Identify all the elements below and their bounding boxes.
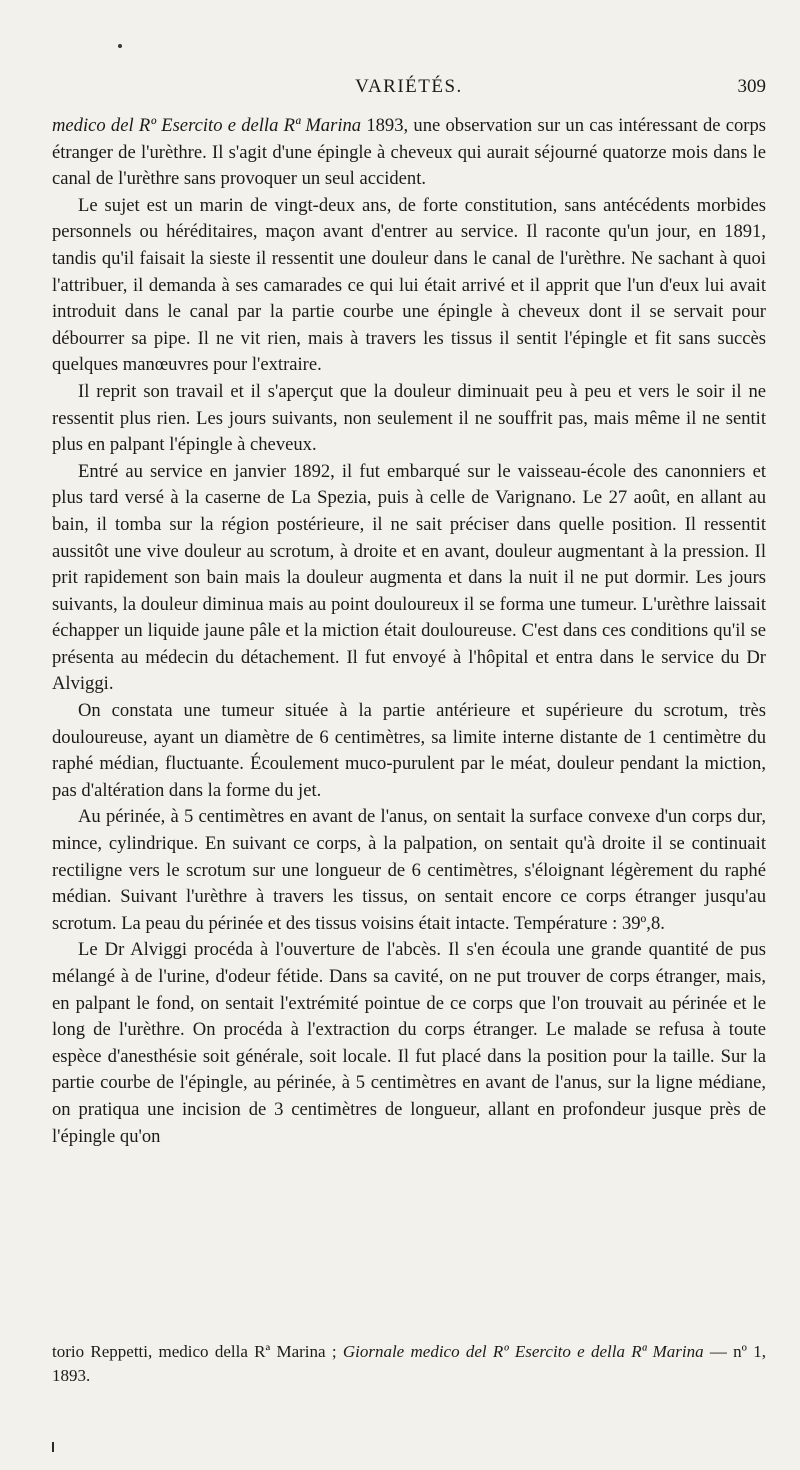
- scan-edge-mark: [52, 1442, 54, 1452]
- running-title: VARIÉTÉS.: [355, 76, 463, 97]
- paragraph-7: Le Dr Alviggi procéda à l'ouverture de l'abcès. Il s'en écoula une grande quantité de pus mélangé à de l'urine, d'odeur fétide. Dans sa cavité, on ne put trouver de corps étranger, mais, en palpant le fond, on sentait l'extrémité pointue de ce corps que l'on trouvait au périnée et le long de l'urèthre. On procéda à l'extraction du corps étranger. Le malade se refusa à toute espèce d'anesthésie soit générale, soit locale. Il fut placé dans la position pour la taille. Sur la partie courbe de l'épingle, au périnée, à 5 centimètres en avant de l'anus, sur la ligne médiane, on pratiqua une incision de 3 centimètres de longueur, allant en profondeur jusque près de l'épingle qu'on: [52, 939, 766, 1147]
- journal-reference: medico del Rº Esercito e della Rª Marina: [52, 115, 362, 136]
- page-number: 309: [737, 76, 766, 97]
- paragraph-3: Il reprit son travail et il s'aperçut que la douleur diminuait peu à peu et vers le soir il ne ressentit plus rien. Les jours suivants, non seulement il ne souffrit pas, mais même il ne sentit plus en palpant l'épingle à cheveux.: [52, 380, 766, 456]
- footnote-text-end: — nº 1, 1893.: [52, 1342, 766, 1385]
- body-text: [52, 113, 766, 1150]
- page-header: [52, 76, 766, 102]
- paragraph-6: Au périnée, à 5 centimètres en avant de l'anus, on sentait la surface convexe d'un corps dur, mince, cylindrique. En suivant ce corps, à la palpation, on sentait qu'à droite il se continuait rectiligne vers le scrotum sur une longueur de 6 centimètres, s'éloignant légèrement du raphé médian. Suivant l'urèthre à travers les tissus, on sentait encore ce corps étranger jusqu'au scrotum. La peau du périnée et des tissus voisins était intacte. Température : 39º,8.: [52, 806, 766, 934]
- footnote: [52, 1340, 766, 1388]
- paragraph-1: [52, 113, 766, 193]
- footnote-journal: Giornale medico del Rº Esercito e della Rª Marina: [342, 1342, 704, 1361]
- paragraph-1-text: 1893, une observation sur un cas intéressant de corps étranger de l'urèthre. Il s'agit d'une épingle à cheveux qui aurait séjourné quatorze mois dans le canal de l'urèthre sans provoquer un seul accident.: [52, 115, 766, 190]
- paragraph-4: Entré au service en janvier 1892, il fut embarqué sur le vaisseau-école des canonniers et plus tard versé à la caserne de La Spezia, puis à celle de Varignano. Le 27 août, en allant au bain, il tomba sur la région postérieure, il ne sait préciser dans quelle position. Il ressentit aussitôt une vive douleur au scrotum, à droite et en avant, douleur augmentant à la pression. Il prit rapidement son bain mais la douleur augmenta et dans la nuit il ne put dormir. Les jours suivants, la douleur diminua mais au point douloureux il se forma une tumeur. L'urèthre laissait échapper un liquide jaune pâle et la miction était douloureuse. C'est dans ces conditions qu'il se présenta au médecin du détachement. Il fut envoyé à l'hôpital et entra dans le service du Dr Alviggi.: [52, 460, 766, 695]
- paragraph-5: On constata une tumeur située à la partie antérieure et supérieure du scrotum, très douloureuse, ayant un diamètre de 6 centimètres, sa limite interne distante de 1 centimètre du raphé médian, fluctuante. Écoulement muco-purulent par le méat, douleur pendant la miction, pas d'altération dans la forme du jet.: [52, 700, 766, 801]
- scan-speck: [118, 44, 122, 48]
- footnote-text-start: torio Reppetti, medico della Rª Marina ;: [52, 1342, 343, 1361]
- paragraph-2: Le sujet est un marin de vingt-deux ans, de forte constitution, sans antécédents morbides personnels ou héréditaires, maçon avant d'entrer au service. Il raconte qu'un jour, en 1891, tandis qu'il faisait la sieste il ressentit une douleur dans le canal de l'urèthre. Ne sachant à quoi l'attribuer, il demanda à ses camarades ce qui lui était arrivé et il apprit que l'un d'eux lui avait introduit dans le canal par la partie courbe une épingle à cheveux dont il se servait pour débourrer sa pipe. Il ne vit rien, mais à travers les tissus il sentit l'épingle et fit sans succès quelques manœuvres pour l'extraire.: [52, 194, 766, 376]
